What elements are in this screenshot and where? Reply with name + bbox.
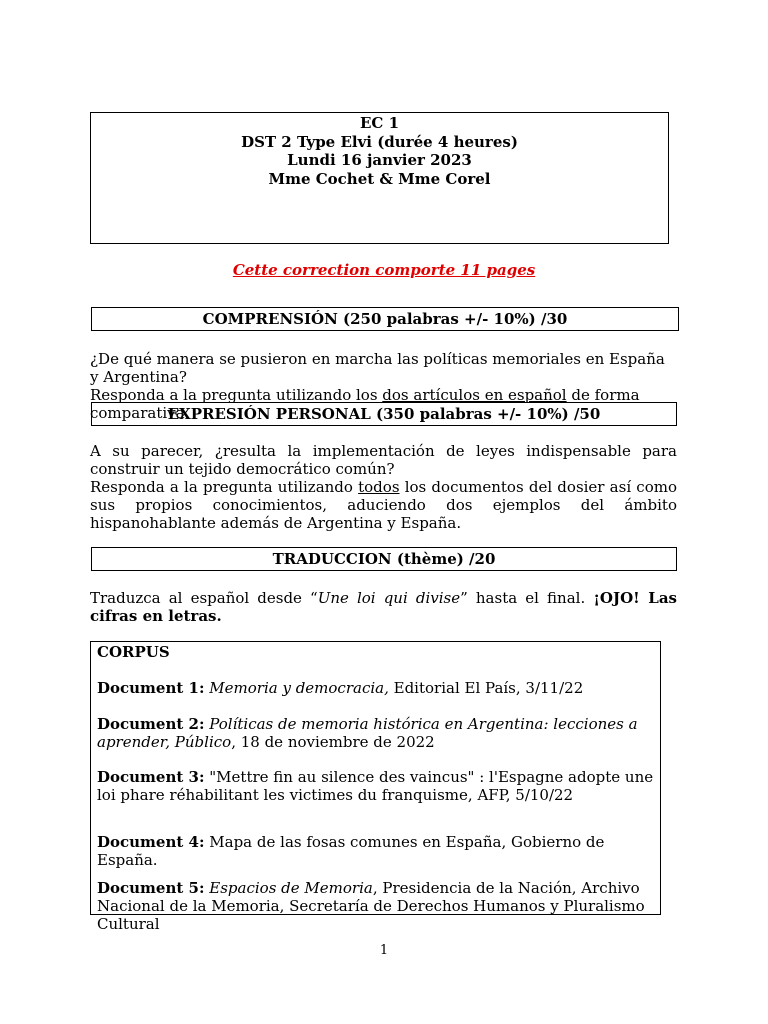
expresion-q2-text-end: los documentos del dosier así como sus propios conocimientos, aduciendo dos ejemplos del ámbito hispanohablante además de Argentina y España.	[90, 478, 677, 532]
doc1-title: Memoria y democracia,	[209, 679, 389, 697]
doc2-title: Políticas de memoria histórica en Argentina: lecciones a aprender, Público	[97, 715, 638, 751]
comprension-q2-text-end: de forma comparativa.	[90, 386, 640, 422]
corpus-title	[97, 643, 657, 661]
doc2-source: , 18 de noviembre de 2022	[231, 733, 435, 751]
exam-header-box	[90, 112, 669, 244]
exam-title: DST 2 Type Elvi (durée 4 heures)	[241, 132, 518, 151]
comprension-q2-underlined: dos artículos en español	[382, 386, 567, 404]
expresion-q2-underlined: todos	[358, 478, 400, 496]
doc3-title: "Mettre fin au silence des vaincus" : l'Espagne adopte une loi phare réhabilitant les victimes du franquisme, AFP, 5/10/22	[97, 768, 654, 804]
corpus-box	[90, 641, 661, 933]
doc5-title: Espacios de Memoria	[209, 879, 373, 897]
comprension-question-line1: ¿De qué manera se pusieron en marcha las políticas memoriales en España y Argentina?	[90, 350, 665, 386]
corpus-document-3	[97, 768, 657, 804]
comprension-q2-text: Responda a la pregunta utilizando los	[90, 386, 383, 404]
doc5-label: Document 5:	[97, 879, 205, 897]
doc1-source: Editorial El País, 3/11/22	[388, 679, 584, 697]
traduccion-quote: Une loi qui divise	[317, 589, 461, 607]
doc2-label: Document 2:	[97, 715, 205, 733]
expresion-question-line1: A su parecer, ¿resulta la implementación de leyes indispensable para construir un tejido democrático común?	[90, 442, 677, 478]
traduccion-heading: TRADUCCION (thème) /20	[91, 547, 677, 571]
doc1-label: Document 1:	[97, 679, 205, 697]
corpus-document-5	[97, 879, 657, 933]
doc5-source: , Presidencia de la Nación, Archivo Nacional de la Memoria, Secretaría de Derechos Humanos y Pluralismo Cultural	[97, 879, 645, 933]
traduccion-text: Traduzca al español desde “	[90, 589, 318, 607]
traduccion-warning: ¡OJO! Las cifras en letras.	[90, 589, 677, 625]
expresion-question	[90, 442, 677, 532]
expresion-heading: EXPRESIÓN PERSONAL (350 palabras +/- 10%) /50	[91, 402, 677, 426]
doc3-label: Document 3:	[97, 768, 205, 786]
corpus-document-4	[97, 833, 657, 869]
exam-date: Lundi 16 janvier 2023	[287, 151, 472, 169]
page-number: 1	[379, 943, 389, 958]
expresion-q2-text: Responda a la pregunta utilizando	[90, 478, 359, 496]
corpus-title-text: CORPUS	[97, 643, 170, 661]
expresion-question-line2	[90, 478, 677, 532]
exam-teachers: Mme Cochet & Mme Corel	[268, 169, 491, 188]
corpus-document-1	[97, 679, 657, 697]
traduccion-text-end: ” hasta el final.	[460, 589, 594, 607]
doc4-title: Mapa de las fosas comunes en España, Gobierno de España.	[97, 833, 605, 869]
comprension-heading: COMPRENSIÓN (250 palabras +/- 10%) /30	[91, 307, 679, 331]
traduccion-instruction	[90, 589, 677, 625]
doc4-label: Document 4:	[97, 833, 205, 851]
correction-note: Cette correction comporte 11 pages	[232, 261, 536, 279]
exam-code: EC 1	[359, 114, 400, 132]
corpus-document-2	[97, 715, 657, 751]
